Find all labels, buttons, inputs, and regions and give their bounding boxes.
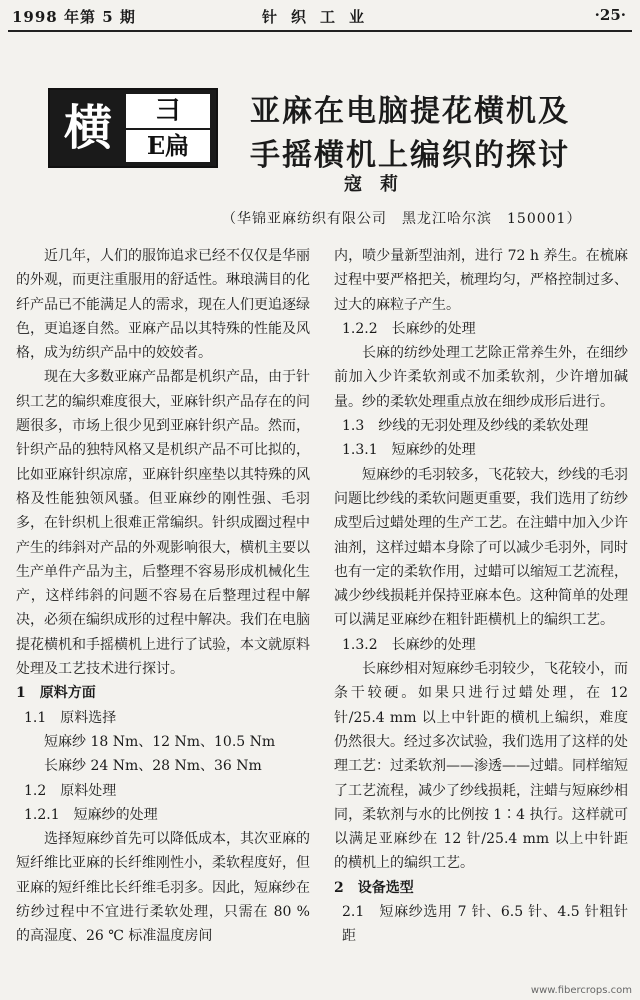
- author-affiliation: （华锦亚麻纺织有限公司 黑龙江哈尔滨 150001）: [222, 211, 582, 227]
- page-number: ·25·: [594, 6, 626, 24]
- watermark-text: www.fibercrops.com: [530, 985, 632, 996]
- author-name: 寇莉: [344, 174, 416, 195]
- article-title-line2: 手摇横机上编织的探讨: [250, 138, 570, 173]
- section-heading: 1.3.2 长麻纱的处理: [342, 636, 476, 653]
- logo-char-bottom: E扁: [126, 130, 210, 162]
- body-paragraph: 内，喷少量新型油剂，进行 72 h 养生。在梳麻过程中要严格把关，梳理均匀，严格控制过多、过大的麻粒子产生。: [334, 248, 628, 313]
- section-heading: 1.3 纱线的无羽处理及纱线的柔软处理: [342, 418, 589, 435]
- logo-char-big: 横: [63, 100, 112, 156]
- right-text-column: [334, 244, 628, 949]
- section-heading: 1.2.2 长麻纱的处理: [342, 320, 476, 337]
- body-paragraph: 短麻纱的毛羽较多，飞花较大，纱线的毛羽问题比纱线的柔软问题更重要，我们选用了纺纱成型后过蜡处理的生产工艺。在注蜡中加入少许油剂，这样过蜡本身除了可以减少毛羽外，同时也有一定的柔软作用，过蜡可以缩短工艺流程，减少纱线损耗并保持亚麻本色。这种简单的处理可以满足亚麻纱在粗针距横机上的编织工艺。: [334, 466, 628, 629]
- left-text-column: [16, 244, 310, 949]
- section-heading: 长麻纱 24 Nm、28 Nm、36 Nm: [44, 758, 262, 775]
- body-paragraph: 近几年，人们的服饰追求已经不仅仅是华丽的外观，而更注重服用的舒适性。琳琅满目的化纤产品已不能满足人的需求，现在人们更追逐绿色，更追逐自然。亚麻产品以其特殊的性能及风格，成为纺织产品中的姣姣者。: [16, 248, 310, 362]
- journal-name: 针织工业: [261, 8, 378, 26]
- section-heading: 2 设备选型: [334, 879, 414, 896]
- section-heading: 1.2 原料处理: [24, 782, 117, 799]
- section-heading: 1.2.1 短麻纱的处理: [24, 806, 158, 823]
- section-heading: 短麻纱 18 Nm、12 Nm、10.5 Nm: [44, 733, 276, 750]
- issue-label: 1998 年第 5 期: [12, 8, 136, 26]
- body-paragraph: 长麻纱相对短麻纱毛羽较少，飞花较小，而条干较硬。如果只进行过蜡处理，在 12 针/25.4 mm 以上中针距的横机上编织，难度仍然很大。经过多次试验，我们选用了这样的处理工艺：过柔软剂——渗透——过蜡。同样缩短了工艺流程，减少了纱线损耗，注蜡与短麻纱相同，柔软剂与水的比例按 1∶4 执行。这样就可以满足亚麻纱在 12 针/25.4 mm 以上中针距的横机上的编织工艺。: [334, 661, 628, 872]
- section-heading: 1.1 原料选择: [24, 709, 117, 726]
- body-paragraph: 现在大多数亚麻产品都是机织产品，由于针织工艺的编织难度很大，亚麻针织产品存在的问题很多，市场上很少见到亚麻针织产品。然而，针织产品的独特风格又是机织产品不可比拟的，比如亚麻针织凉席，亚麻针织座垫以其特殊的风格及性能独领风骚。但亚麻纱的刚性强、毛羽多，在针织机上很难正常编织。针织成圈过程中产生的纬斜对产品的外观影响很大，横机主要以生产单件产品为主，后整理不容易形成机械化生产，这样纬斜的问题不容易在后整理过程中解决，必须在编织成形的过程中解决。我们在电脑提花横机和手摇横机上进行了试验，本文就原料处理及工艺技术进行探讨。: [16, 369, 310, 678]
- body-paragraph: 长麻的纺纱处理工艺除正常养生外，在细纱前加入少许柔软剂或不加柔软剂，少许增加碱量。纱的柔软处理重点放在细纱成形后进行。: [334, 345, 628, 410]
- section-heading: 1.3.1 短麻纱的处理: [342, 442, 476, 459]
- header-rule: [8, 30, 632, 32]
- article-title-line1: 亚麻在电脑提花横机及: [250, 94, 570, 129]
- section-heading: 2.1 短麻纱选用 7 针、6.5 针、4.5 针粗针距: [342, 904, 628, 945]
- logo-char-top: 彐: [126, 94, 210, 128]
- column-logo: [48, 88, 218, 168]
- body-paragraph: 选择短麻纱首先可以降低成本，其次亚麻的短纤维比亚麻的长纤维刚性小，柔软程度好，但亚麻的短纤维比长纤维毛羽多。因此，短麻纱在纺纱过程中不宜进行柔软处理，只需在 80 % 的高湿度、26 ℃ 标准温度房间: [16, 831, 310, 945]
- section-heading: 1 原料方面: [16, 685, 96, 702]
- page-header: [0, 0, 640, 34]
